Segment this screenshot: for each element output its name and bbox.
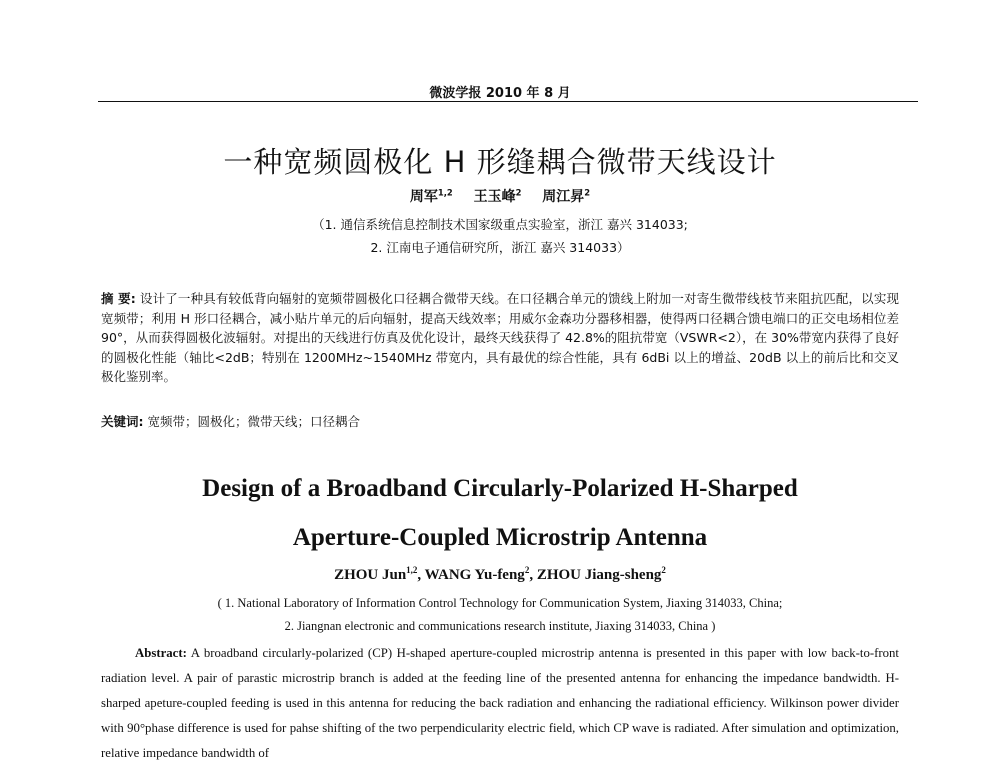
chinese-abstract — [101, 289, 899, 387]
chinese-authors — [0, 186, 1000, 206]
header-rule — [98, 101, 918, 102]
english-affiliation-2: 2. Jiangnan electronic and communications research institute, Jiaxing 314033, China ) — [284, 619, 716, 633]
english-authors: ZHOU Jun$^{1,2}$, WANG Yu-feng$^2$, ZHOU Jiang-sheng$^2$ — [334, 565, 666, 583]
english-title-line-2: Aperture-Coupled Microstrip Antenna — [292, 524, 708, 551]
author-2: 王玉峰$^2$ — [473, 187, 522, 205]
chinese-title: 一种宽频圆极化 H 形缝耦合微带天线设计 — [223, 145, 777, 179]
chinese-abstract-label: 摘 要: — [101, 291, 136, 306]
chinese-keywords — [101, 412, 899, 430]
english-title-line-1: Design of a Broadband Circularly-Polarized H-Sharped — [202, 475, 798, 502]
author-3: 周江昇$^2$ — [542, 187, 591, 205]
chinese-affiliation-2: 2. 江南电子通信研究所，浙江 嘉兴 314033） — [370, 240, 630, 255]
author-1: 周军$^{1,2}$ — [409, 187, 453, 205]
english-affiliation-1: ( 1. National Laboratory of Information Control Technology for Communication System, Jiaxing 314033, China; — [217, 596, 783, 610]
journal-header: 微波学报 2010 年 8 月 — [429, 86, 571, 101]
english-abstract — [101, 641, 899, 766]
english-abstract-text: A broadband circularly-polarized (CP) H-shaped aperture-coupled microstrip antenna is presented in this paper with low back-to-front radiation level. A pair of parastic microstrip branch is added at the feeding line of the presented antenna for enhancing the impedance bandwidth. H-sharped apeture-coupled feeding is used in this antenna for reducing the back radiation and enhancing the radiational efficiency. Wilkinson power divider with 90°phase difference is used for pahse shifting of the two perpendicularity electric field, which CP wave is radiated. After simulation and optimization, relative impedance bandwidth of — [101, 646, 899, 760]
chinese-affiliation-1: （1. 通信系统信息控制技术国家级重点实验室，浙江 嘉兴 314033; — [312, 217, 688, 232]
chinese-keywords-label: 关键词: — [101, 414, 144, 429]
chinese-keywords-text: 宽频带；圆极化；微带天线；口径耦合 — [147, 414, 360, 429]
english-abstract-label: Abstract: — [135, 646, 187, 660]
chinese-abstract-text: 设计了一种具有较低背向辐射的宽频带圆极化口径耦合微带天线。在口径耦合单元的馈线上附加一对寄生微带线枝节来阻抗匹配，以实现宽频带；利用 H 形口径耦合，减小贴片单元的后向辐射，提高天线效率；用威尔金森功分器移相器，使得两口径耦合馈电端口的正交电场相位差 90°，从而获得圆极化波辐射。对提出的天线进行仿真及优化设计，最终天线获得了 42.8%的阻抗带宽（VSWR<2），在 30%带宽内获得了良好的圆极化性能（轴比<2dB；特别在 1200MHz~1540MHz 带宽内，具有最优的综合性能，具有 6dBi 以上的增益、20dB 以上的前后比和交叉极化鉴别率。 — [101, 291, 899, 384]
